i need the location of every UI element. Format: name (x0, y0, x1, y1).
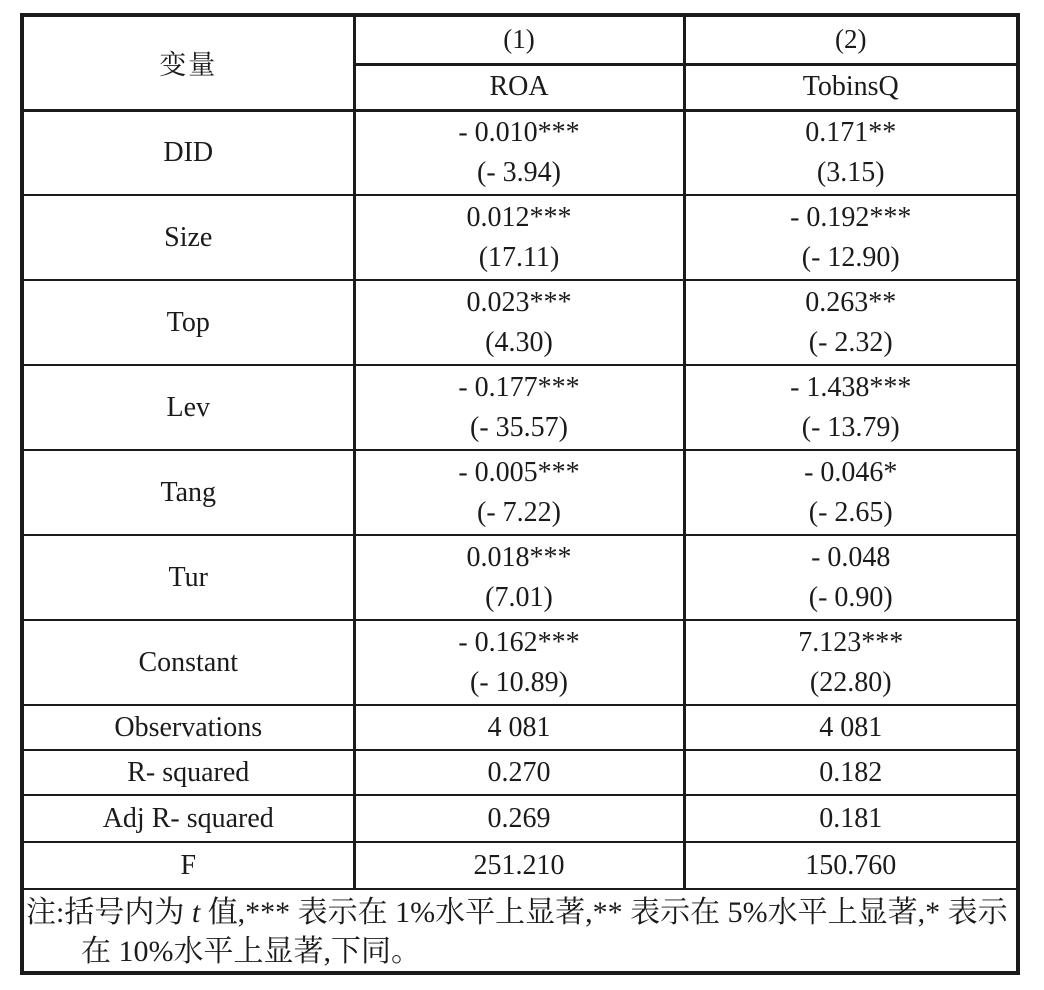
row-observations (22, 705, 1018, 750)
adj-r-squared-tobinsq-value: 0.181 (684, 795, 1018, 842)
t-value: (22.80) (809, 666, 892, 698)
coefficient-value: 0.012*** (466, 201, 572, 233)
row-label-top: Top (22, 280, 354, 365)
row-lev (22, 365, 1018, 450)
tur-roa-cell (354, 535, 684, 620)
coefficient-value: - 0.010*** (458, 116, 580, 148)
row-did (22, 110, 1018, 195)
t-value: (- 2.65) (808, 496, 893, 528)
did-tobinsq-cell (684, 110, 1018, 195)
t-value: (- 0.90) (808, 581, 893, 613)
header-col1-number: (1) (354, 15, 684, 64)
note-prefix: 注:括号内为 (26, 896, 192, 929)
header-row-numbers (22, 15, 1018, 64)
t-value: (- 2.32) (808, 326, 893, 358)
tur-tobinsq-cell (684, 535, 1018, 620)
coefficient-value: 0.263** (805, 286, 897, 318)
row-adj-r-squared (22, 795, 1018, 842)
r-squared-tobinsq-value: 0.182 (684, 750, 1018, 795)
coefficient-value: 7.123*** (798, 626, 904, 658)
row-size (22, 195, 1018, 280)
lev-tobinsq-cell (684, 365, 1018, 450)
coefficient-value: - 0.177*** (458, 371, 580, 403)
coefficient-value: 0.023*** (466, 286, 572, 318)
constant-tobinsq-cell (684, 620, 1018, 705)
row-label-constant: Constant (22, 620, 354, 705)
row-label-tang: Tang (22, 450, 354, 535)
coefficient-value: - 1.438*** (790, 371, 912, 403)
row-tur (22, 535, 1018, 620)
coefficient-value: 0.018*** (466, 541, 572, 573)
t-value: (- 7.22) (477, 496, 561, 528)
header-variable-label: 变量 (22, 15, 354, 110)
row-constant (22, 620, 1018, 705)
coefficient-value: - 0.162*** (458, 626, 580, 658)
did-roa-cell (354, 110, 684, 195)
row-label-f-statistic: F (22, 842, 354, 889)
row-label-lev: Lev (22, 365, 354, 450)
note-t-symbol-italic: t (191, 896, 201, 929)
table-note-cell (22, 889, 1018, 973)
size-tobinsq-cell (684, 195, 1018, 280)
t-value: (- 10.89) (470, 666, 568, 698)
row-top (22, 280, 1018, 365)
r-squared-roa-value: 0.270 (354, 750, 684, 795)
t-value: (- 35.57) (470, 411, 568, 443)
observations-tobinsq-value: 4 081 (684, 705, 1018, 750)
t-value: (7.01) (485, 581, 553, 613)
row-label-r-squared: R- squared (22, 750, 354, 795)
t-value: (- 12.90) (801, 241, 900, 273)
adj-r-squared-roa-value: 0.269 (354, 795, 684, 842)
coefficient-value: 0.171** (805, 116, 897, 148)
row-note (22, 889, 1018, 973)
coefficient-value: - 0.192*** (790, 201, 912, 233)
top-tobinsq-cell (684, 280, 1018, 365)
row-label-adj-r-squared: Adj R- squared (22, 795, 354, 842)
f-statistic-roa-value: 251.210 (354, 842, 684, 889)
tang-tobinsq-cell (684, 450, 1018, 535)
f-statistic-tobinsq-value: 150.760 (684, 842, 1018, 889)
row-label-tur: Tur (22, 535, 354, 620)
tang-roa-cell (354, 450, 684, 535)
t-value: (- 3.94) (477, 156, 561, 188)
t-value: (- 13.79) (801, 411, 900, 443)
row-label-size: Size (22, 195, 354, 280)
note-suffix: 值,*** 表示在 1%水平上显著,** 表示在 5%水平上显著,* 表示在 10%水平上显著,下同。 (81, 896, 1008, 968)
row-f-statistic (22, 842, 1018, 889)
coefficient-value: - 0.005*** (458, 456, 580, 488)
row-label-did: DID (22, 110, 354, 195)
observations-roa-value: 4 081 (354, 705, 684, 750)
t-value: (17.11) (478, 241, 560, 273)
lev-roa-cell (354, 365, 684, 450)
row-r-squared (22, 750, 1018, 795)
size-roa-cell (354, 195, 684, 280)
t-value: (4.30) (485, 326, 553, 358)
table-note-text (26, 893, 1012, 971)
row-label-observations: Observations (22, 705, 354, 750)
coefficient-value: - 0.046* (804, 456, 898, 488)
constant-roa-cell (354, 620, 684, 705)
t-value: (3.15) (816, 156, 885, 188)
header-col2-number: (2) (684, 15, 1018, 64)
coefficient-value: - 0.048 (811, 541, 891, 573)
row-tang (22, 450, 1018, 535)
regression-table (20, 13, 1020, 975)
top-roa-cell (354, 280, 684, 365)
header-col2-model: TobinsQ (684, 64, 1018, 110)
header-col1-model: ROA (354, 64, 684, 110)
